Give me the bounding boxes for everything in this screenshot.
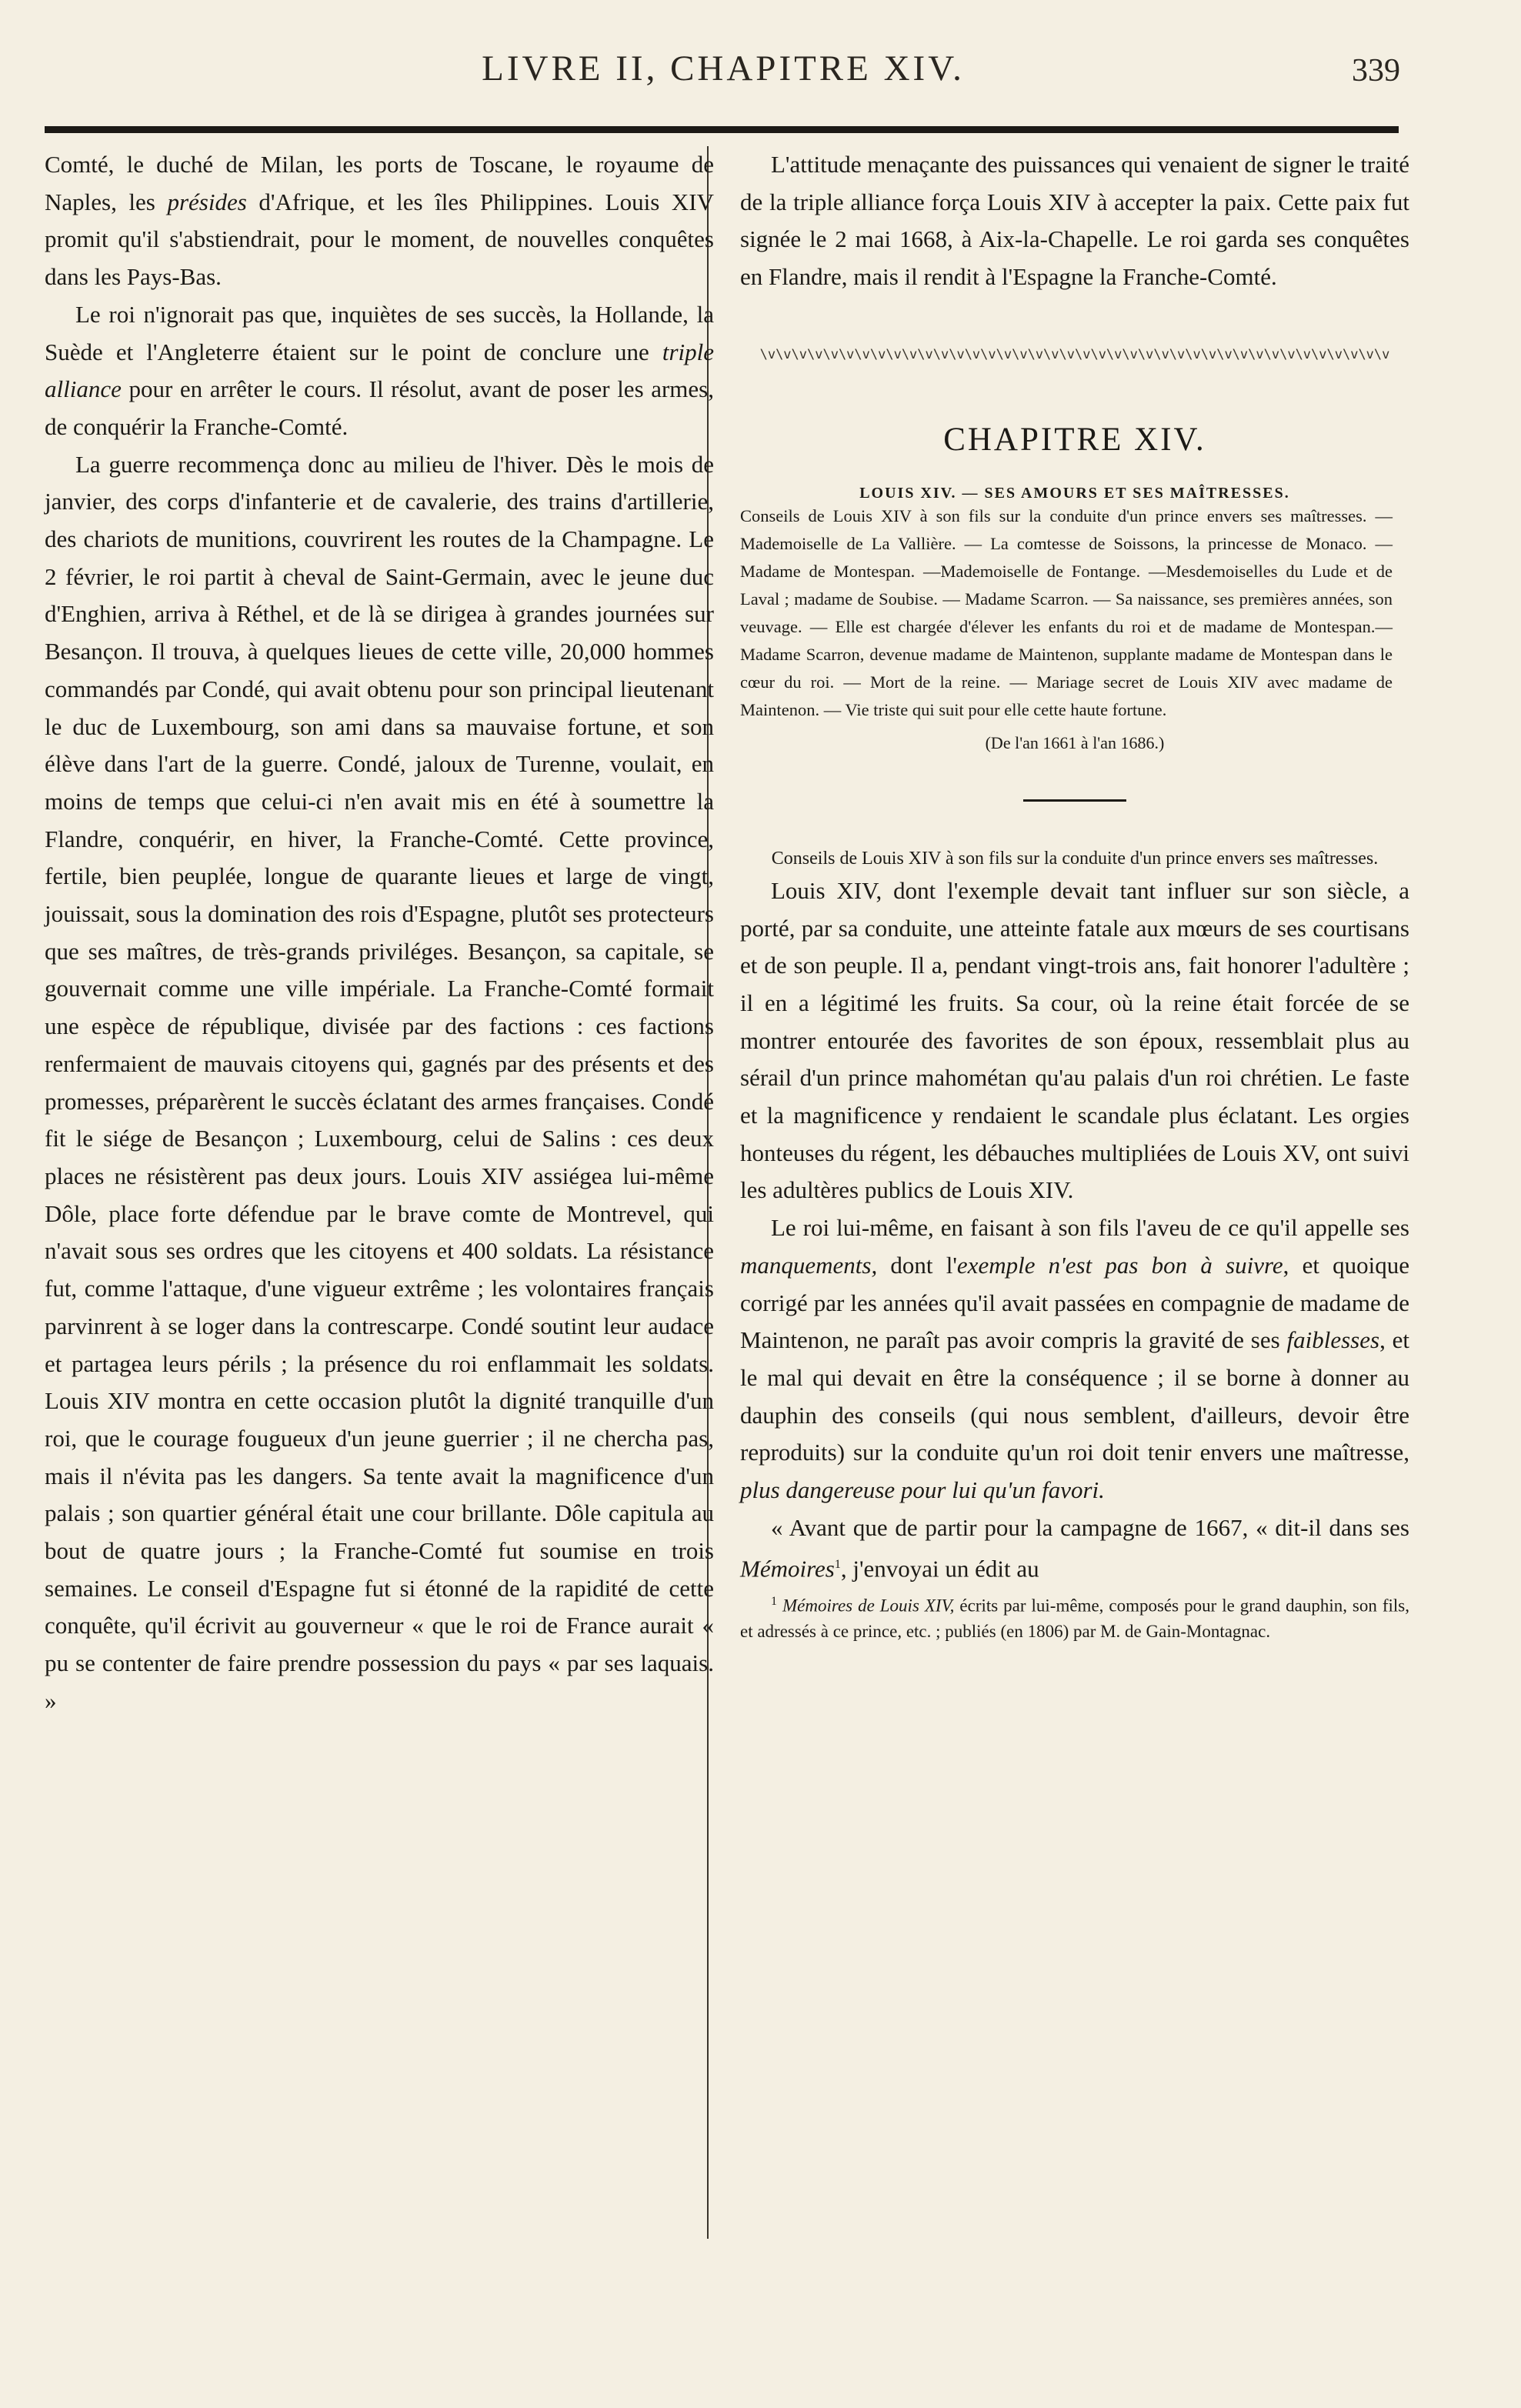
footnote-reference[interactable]: 1 <box>834 1558 841 1572</box>
section-heading: Conseils de Louis XIV à son fils sur la conduite d'un prince envers ses maîtresses. <box>771 848 1379 869</box>
emphasis: manquements, <box>740 1251 878 1279</box>
emphasis: Mémoires de Louis XIV, <box>782 1596 955 1616</box>
emphasis: Mémoires <box>740 1555 835 1583</box>
left-paragraph-1: Comté, le duché de Milan, les ports de Toscane, le royaume de Naples, les présides d'Afrique, et les îles Philippines. Louis XIV promit qu'il s'abstiendrait, pour le moment, de nouvelles conquêtes dans les Pays-Bas. <box>45 151 714 291</box>
right-paragraph-2: Le roi lui-même, en faisant à son fils l'aveu de ce qu'il appelle ses manquements, dont l'exemple n'est pas bon à suivre, et quoique corrigé par les années qu'il avait passées en compagnie de madame de Maintenon, ne paraît pas avoir compris la gravité de ses faiblesses, et le mal qui devait en être la conséquence ; il se borne à donner au dauphin des conseils (qui nous semblent, d'ailleurs, devoir être reproduits) sur la conduite qu'un roi doit tenir envers une maîtresse, plus dangereuse pour lui qu'un favori. <box>740 1214 1410 1504</box>
chapter-summary: Conseils de Louis XIV à son fils sur la conduite d'un prince envers ses maîtresses. — Mademoiselle de La Vallière. — La comtesse de Soissons, la princesse de Monaco. — Madame de Montespan. —Mademoiselle de Fontange. —Mesdemoiselles du Lude et de Laval ; madame de Soubise. — Madame Scarron. — Sa naissance, ses premières années, son veuvage. — Elle est chargée d'élever les enfants du roi et de madame de Montespan.— Madame Scarron, devenue madame de Maintenon, supplante madame de Montespan dans le cœur du roi. — Mort de la reine. — Mariage secret de Louis XIV avec madame de Maintenon. — Vie triste qui suit pour elle cette haute fortune. <box>740 505 1393 719</box>
emphasis: présides <box>167 188 247 215</box>
emphasis: faiblesses <box>1286 1326 1380 1354</box>
ornamental-rule: \v\v\v\v\v\v\v\v\v\v\v\v\v\v\v\v\v\v\v\v\v\v\v\v\v\v\v\v\v\v\v\v\v\v\v\v\v\v\v\v <box>759 346 1390 362</box>
section-separator <box>1023 799 1126 802</box>
chapter-date-range: (De l'an 1661 à l'an 1686.) <box>985 732 1165 752</box>
emphasis: triple alliance <box>45 338 714 403</box>
right-paragraph-3: « Avant que de partir pour la campagne de 1667, « dit-il dans ses Mémoires$^1$, j'envoyai un édit au <box>740 1513 1409 1583</box>
right-paragraph-1: Louis XIV, dont l'exemple devait tant influer sur son siècle, a porté, par sa conduite, une atteinte fatale aux mœurs de ses courtisans et de son peuple. Il a, pendant vingt-trois ans, fait honorer l'adultère ; il en a légitimé les fruits. Sa cour, où la reine était forcée de se montrer entourée des favorites de son époux, ressemblait plus au sérail d'un prince mahométan qu'au palais d'un roi chrétien. Le faste et la magnificence y rendaient le scandale plus éclatant. Les orgies honteuses du régent, les débauches multipliées de Louis XV, ont suivi les adultères publics de Louis XIV. <box>740 876 1409 1204</box>
emphasis: plus dangereuse pour lui qu'un favori. <box>740 1476 1105 1504</box>
running-head <box>46 48 1400 109</box>
chapter-subtitle: LOUIS XIV. — SES AMOURS ET SES MAÎTRESSES. <box>859 484 1290 502</box>
left-paragraph-3: La guerre recommença donc au milieu de l'hiver. Dès le mois de janvier, des corps d'infanterie et de cavalerie, des trains d'artillerie, des chariots de munitions, couvrirent les routes de la Champagne. Le 2 février, le roi partit à cheval de Saint-Germain, avec le jeune duc d'Enghien, arriva à Réthel, et de là se dirigea à grandes journées sur Besançon. Il trouva, à quelques lieues de cette ville, 20,000 hommes commandés par Condé, qui avait obtenu pour son principal lieutenant le duc de Luxembourg, son ami dans sa mauvaise fortune, et son élève dans l'art de la guerre. Condé, jaloux de Turenne, voulait, en moins de temps que celui-ci n'en avait mis en été à soumettre la Flandre, conquérir, en hiver, la Franche-Comté. Cette province, fertile, bien peuplée, longue de quarante lieues et large de vingt, jouissait, sous la domination des rois d'Espagne, plutôt ses protecteurs que ses maîtres, de très-grands priviléges. Besançon, sa capitale, se gouvernait comme une ville impériale. La Franche-Comté formait une espèce de république, divisée par des factions : ces factions renfermaient de mauvais citoyens qui, gagnés par des présents et des promesses, préparèrent le succès éclatant des armes françaises. Condé fit le siége de Besançon ; Luxembourg, celui de Salins : ces deux places ne résistèrent pas deux jours. Louis XIV assiégea lui-même Dôle, place forte défendue par le brave comte de Montrevel, qui n'avait sous ses ordres que les citoyens et 400 soldats. La résistance fut, comme l'attaque, d'une vigueur extrême ; les volontaires français parvinrent à se loger dans la contrescarpe. Condé soutint leur audace et partagea leurs périls ; la présence du roi enflammait les soldats. Louis XIV montra en cette occasion plutôt la dignité tranquille d'un roi, que le courage fougueux d'un jeune guerrier ; il ne chercha pas, mais il n'évita pas les dangers. Sa tente avait la magnificence d'un palais ; son quartier général était une cour brillante. Dôle capitula au bout de quatre jours ; la Franche-Comté fut soumise en trois semaines. Le conseil d'Espagne fut si étonné de la rapidité de cette conquête, qu'il écrivit au gouverneur « que le roi de France aurait « pu se contenter de faire prendre possession du pays « par ses laquais. » <box>45 450 714 1714</box>
footnote-number: 1 <box>771 1594 777 1608</box>
left-paragraph-2: Le roi n'ignorait pas que, inquiètes de ses succès, la Hollande, la Suède et l'Angleterre étaient sur le point de conclure une triple alliance pour en arrêter le cours. Il résolut, avant de poser les armes, de conquérir la Franche-Comté. <box>45 300 714 440</box>
footnote: $^1$ Mémoires de Louis XIV, écrits par lui-même, composés pour le grand dauphin, son fils, et adressés à ce prince, etc. ; publiés (en 1806) par M. de Gain-Montagnac. <box>740 1594 1410 1642</box>
emphasis: exemple n'est pas bon à suivre <box>956 1251 1283 1279</box>
running-title: LIVRE II, CHAPITRE XIV. <box>482 48 965 88</box>
chapter-title: CHAPITRE XIV. <box>943 421 1206 458</box>
right-column <box>740 146 1409 1645</box>
left-column <box>45 146 714 1720</box>
page-number: 339 <box>1352 53 1400 88</box>
header-rule <box>45 126 1399 133</box>
right-intro-paragraph: L'attitude menaçante des puissances qui venaient de signer le traité de la triple alliance força Louis XIV à accepter la paix. Cette paix fut signée le 2 mai 1668, à Aix-la-Chapelle. Le roi garda ses conquêtes en Flandre, mais il rendit à l'Espagne la Franche-Comté. <box>740 151 1409 291</box>
